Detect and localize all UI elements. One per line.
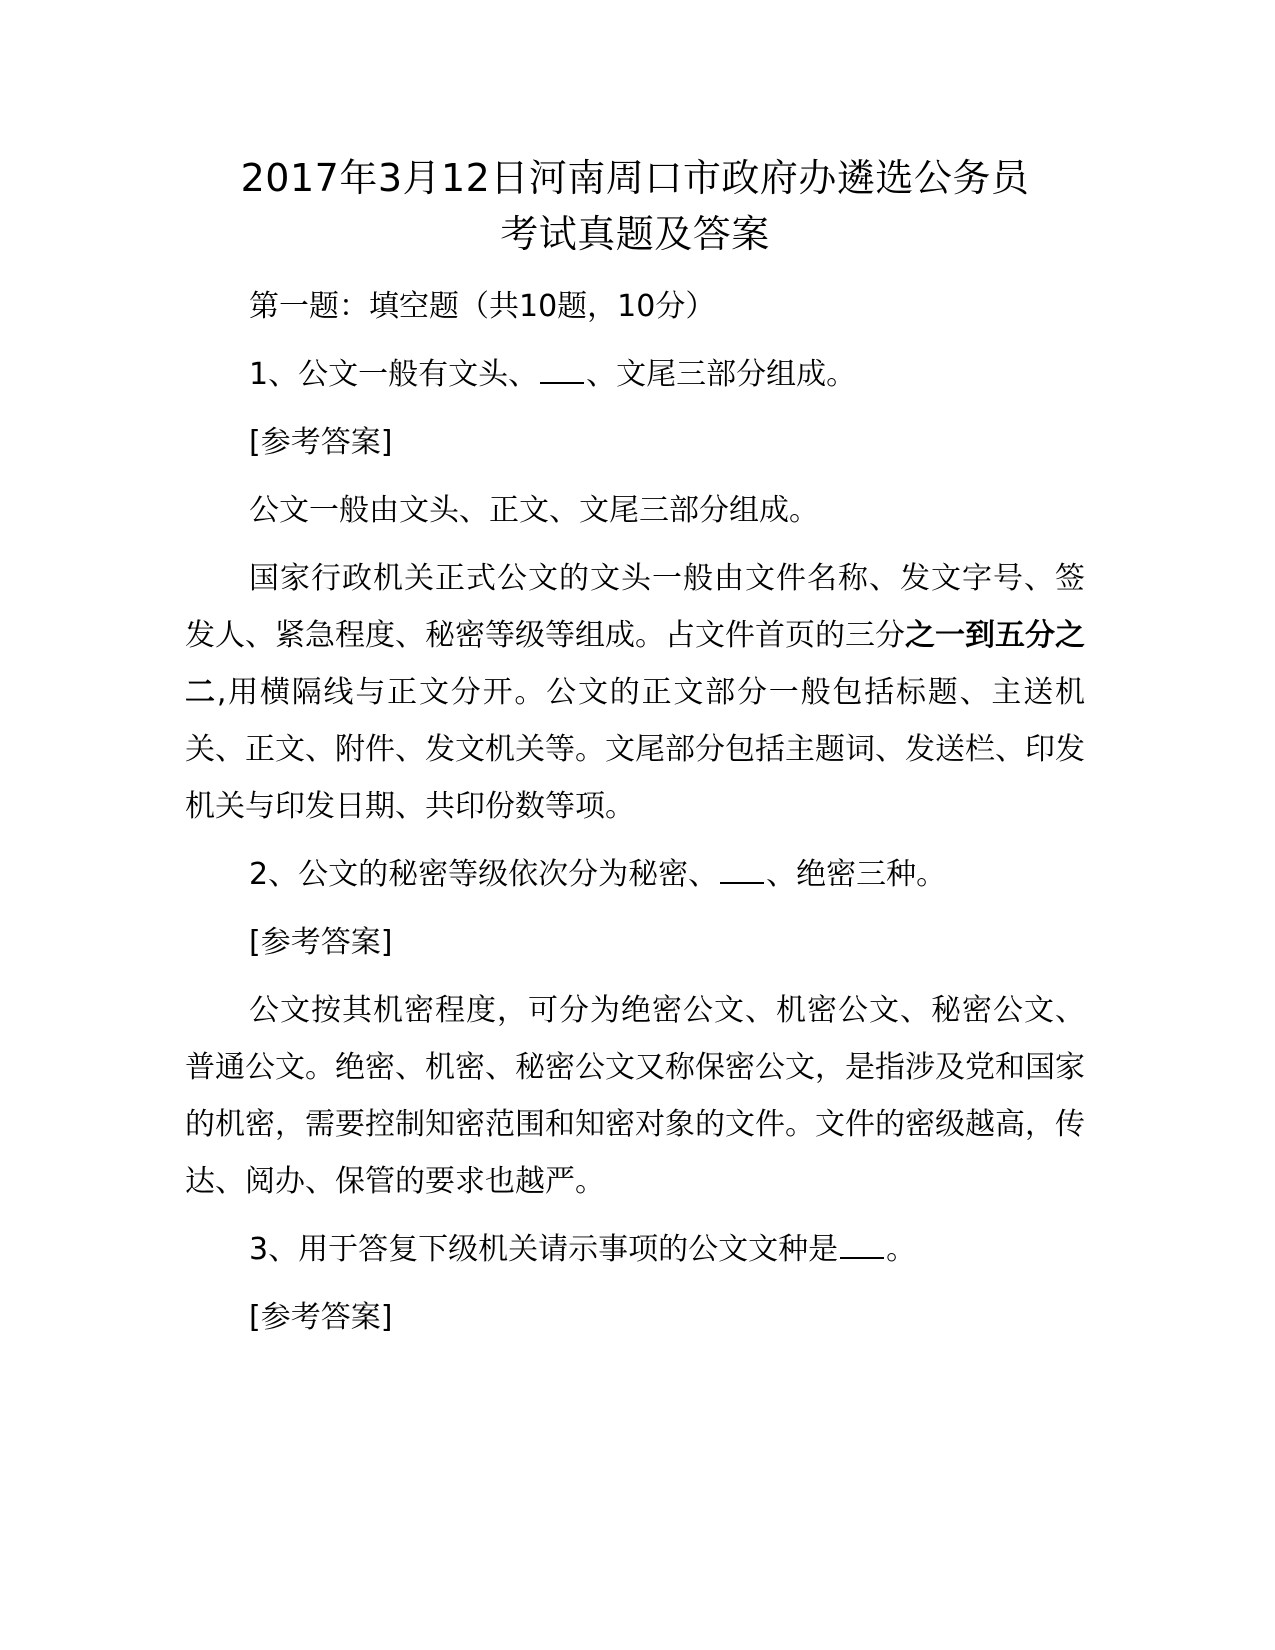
answer-2-detail: 公文按其机密程度，可分为绝密公文、机密公文、秘密公文、普通公文。绝密、机密、秘密公文又称保密公文，是指涉及党和国家的机密，需要控制知密范围和知密对象的文件。文件的密级越高，传达、阅办、保管的要求也越严。 bbox=[185, 993, 1085, 1199]
question-2-after: 、绝密三种。 bbox=[766, 857, 947, 892]
question-2-before: 2、公文的秘密等级依次分为秘密、 bbox=[249, 857, 719, 892]
answer-blank bbox=[540, 354, 584, 384]
question-3-before: 3、用于答复下级机关请示事项的公文文种是 bbox=[249, 1232, 839, 1267]
answer-1-detail-bold: 之一到五分之二 bbox=[185, 618, 1085, 710]
question-1-after: 、文尾三部分组成。 bbox=[586, 357, 857, 392]
answer-label: [参考答案] bbox=[249, 925, 393, 960]
question-3-after: 。 bbox=[886, 1232, 917, 1267]
answer-label: [参考答案] bbox=[249, 425, 393, 460]
answer-blank bbox=[840, 1229, 884, 1259]
question-3 bbox=[185, 1221, 1085, 1278]
answer-1-detail-part1: 国家行政机关正式公文的文头一般由文件名称、发文字号、签发人、紧急程度、秘密等级等组成。占文件首页的三分 bbox=[185, 561, 1085, 653]
document-page bbox=[185, 150, 1085, 1357]
question-1-before: 1、公文一般有文头、 bbox=[249, 357, 539, 392]
document-title bbox=[185, 150, 1085, 262]
title-line-2: 考试真题及答案 bbox=[500, 212, 770, 256]
question-1 bbox=[185, 346, 1085, 403]
answer-blank bbox=[720, 854, 764, 884]
answer-1-detail bbox=[185, 550, 1085, 835]
question-2 bbox=[185, 846, 1085, 903]
answer-1-detail-part2: ,用横隔线与正文分开。公文的正文部分一般包括标题、主送机关、正文、附件、发文机关等。文尾部分包括主题词、发送栏、印发机关与印发日期、共印份数等项。 bbox=[185, 675, 1085, 824]
section-heading: 第一题：填空题（共10题，10分） bbox=[249, 289, 716, 324]
title-line-1: 2017年3月12日河南周口市政府办遴选公务员 bbox=[240, 156, 1030, 200]
answer-1-summary: 公文一般由文头、正文、文尾三部分组成。 bbox=[249, 493, 819, 528]
answer-label: [参考答案] bbox=[249, 1300, 393, 1335]
